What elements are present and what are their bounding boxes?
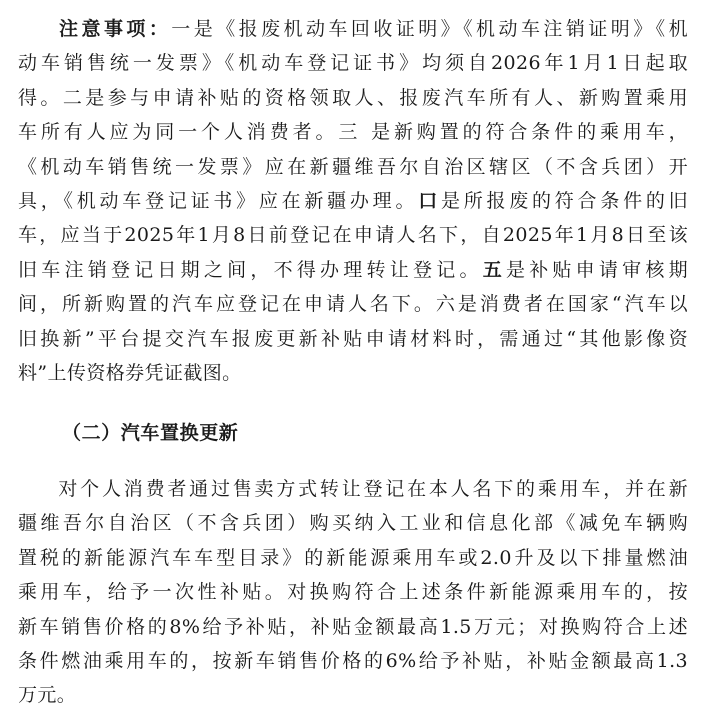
section-line-5: 新车销售价格的8%给予补贴，补贴金额最高1.5万元；对换购符合上述 — [18, 616, 688, 638]
section-line-7: 万元。 — [18, 684, 77, 706]
section-line-3: 置税的新能源汽车车型目录》的新能源乘用车或2.0升及以下排量燃油 — [18, 547, 688, 569]
section-line-4: 乘用车，给予一次性补贴。对换购符合上述条件新能源乘用车的，按 — [18, 581, 688, 603]
notice-text-6b: 是所报废的符合条件的旧 — [440, 190, 689, 212]
notice-mark-five: 五 — [482, 259, 506, 281]
notice-text-8a: 旧车注销登记日期之间，不得办理转让登记。 — [18, 259, 483, 281]
notice-text-9b: 六是消费者在国家“汽车以 — [435, 293, 688, 315]
section-line-1 — [18, 477, 688, 501]
section-line-2: 疆维吾尔自治区（不含兵团）购买纳入工业和信息化部《减免车辆购 — [18, 512, 688, 534]
section-line-6: 条件燃油乘用车的，按新车销售价格的6%给予补贴，补贴金额最高1.3 — [18, 650, 688, 672]
notice-text-1: 一是《报废机动车回收证明》《机动车注销证明》《机 — [171, 18, 688, 40]
notice-text-6a: 具，《机动车登记证书》应在新疆办理。 — [18, 190, 419, 212]
notice-line-11: 料”上传资格券凭证截图。 — [18, 362, 242, 384]
notice-line-5: 《机动车销售统一发票》应在新疆维吾尔自治区辖区（不含兵团）开 — [18, 156, 688, 178]
section-text-1: 对个人消费者通过售卖方式转让登记在本人名下的乘用车，并在新 — [56, 478, 688, 500]
notice-line-9 — [18, 292, 688, 316]
notice-text-8b: 是补贴申请审核期 — [505, 259, 688, 281]
notice-mark-four: 口 — [418, 190, 441, 212]
notice-line-3: 得。二是参与申请补贴的资格领取人、报废汽车所有人、新购置乘用 — [18, 87, 688, 109]
notice-line-8 — [18, 258, 688, 282]
notice-line-1 — [18, 17, 688, 41]
notice-line-10: 旧换新”平台提交汽车报废更新补贴申请材料时，需通过“其他影像资 — [18, 328, 688, 350]
section-heading: （二）汽车置换更新 — [62, 422, 239, 444]
notice-label: 注意事项： — [56, 18, 172, 40]
notice-line-6 — [18, 189, 688, 213]
notice-text-9a: 间，所新购置的汽车应登记在申请人名下。 — [18, 293, 436, 315]
notice-line-4: 车所有人应为同一个人消费者。三 是新购置的符合条件的乘用车， — [18, 121, 688, 143]
notice-line-2: 动车销售统一发票》《机动车登记证书》均须自2026年1月1日起取 — [18, 52, 688, 74]
notice-line-7: 车，应当于2025年1月8日前登记在申请人名下，自2025年1月8日至该 — [18, 224, 688, 246]
